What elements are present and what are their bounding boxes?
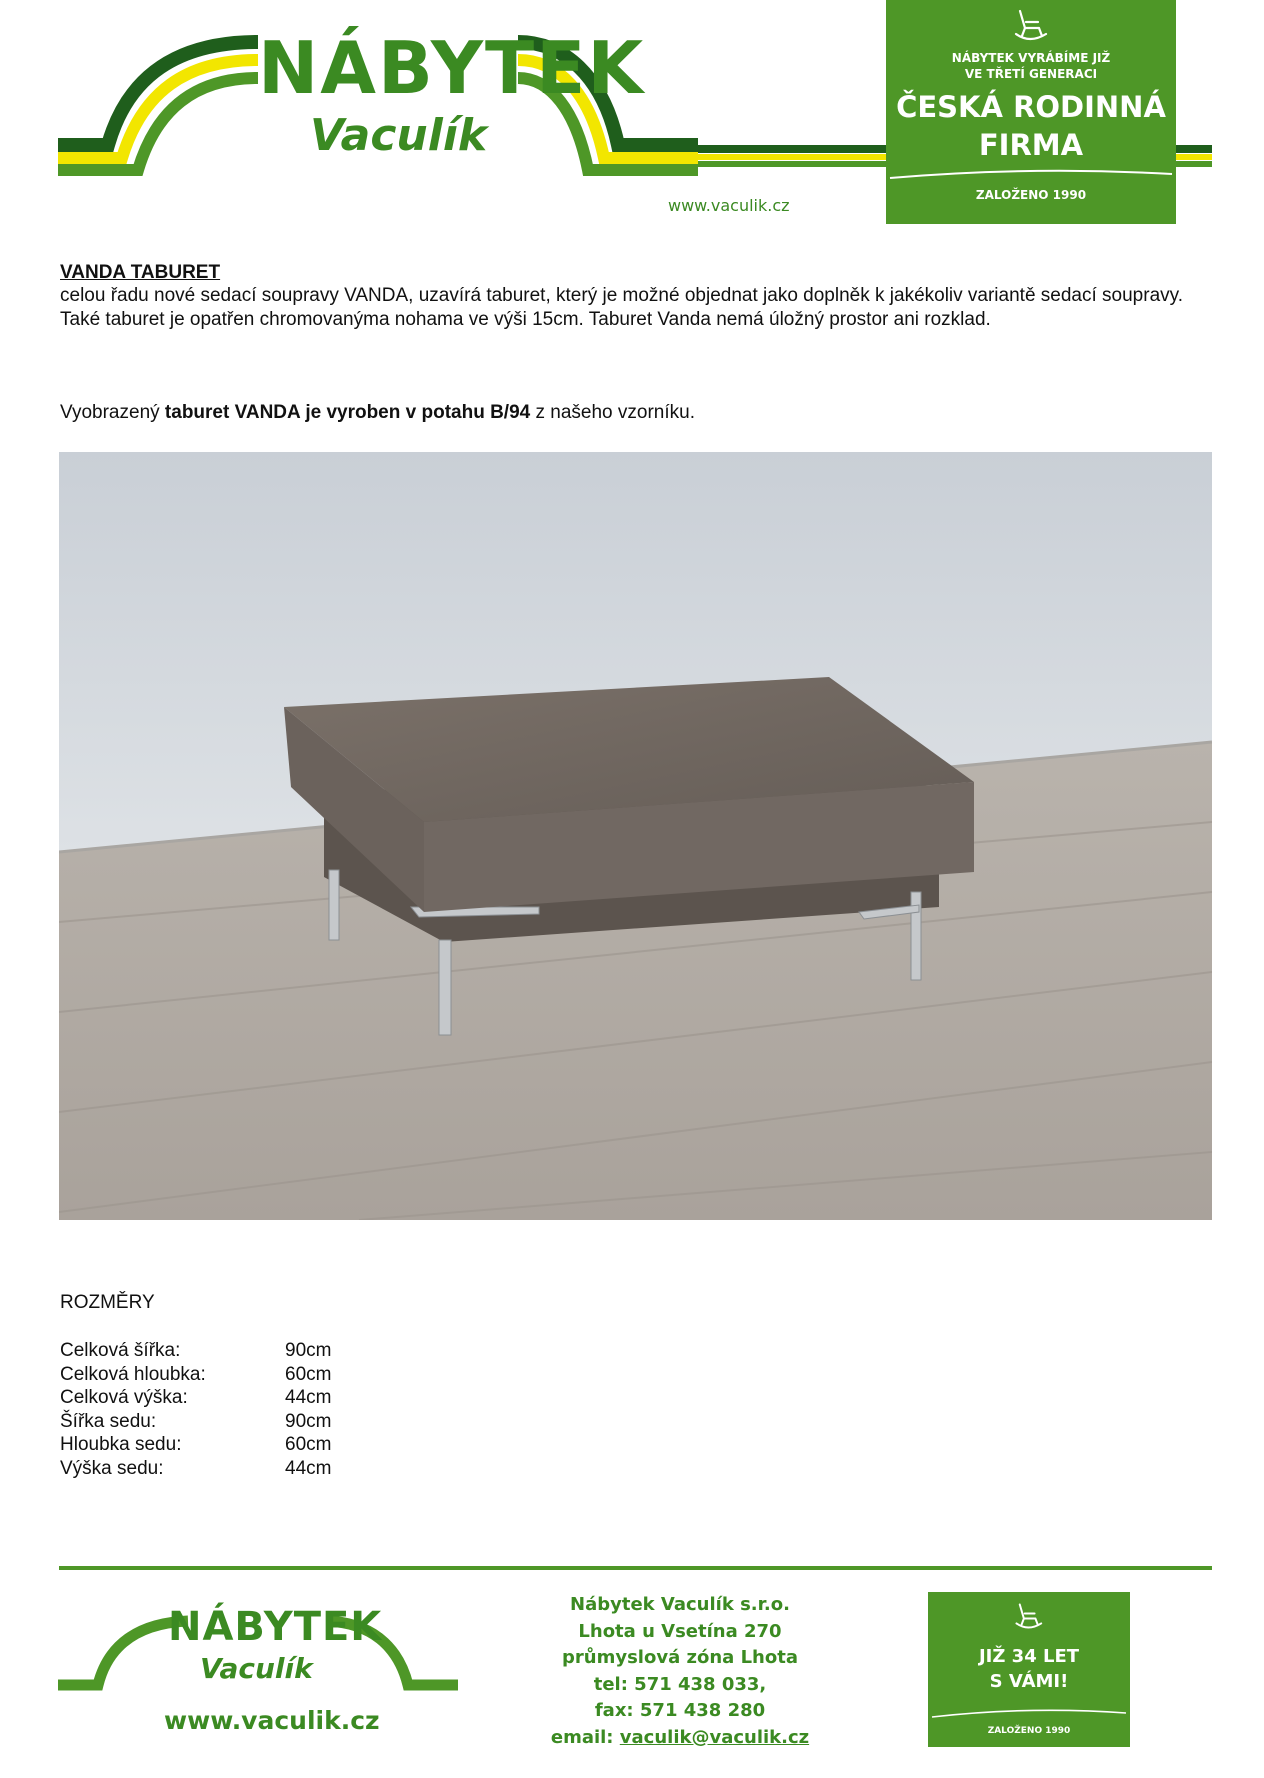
dimension-label: Celková šířka: <box>60 1340 181 1361</box>
dimension-value: 90cm <box>285 1410 332 1432</box>
address-phone: tel: 571 438 033, <box>593 1673 767 1695</box>
dimension-row <box>60 1363 331 1387</box>
dimension-label: Celková hloubka: <box>60 1363 206 1385</box>
badge-founded: ZALOŽENO 1990 <box>975 188 1087 202</box>
product-photo <box>59 452 1212 1220</box>
dimension-value: 44cm <box>285 1457 332 1479</box>
header-stripe-right <box>1176 139 1212 169</box>
dimension-row <box>60 1410 331 1434</box>
address-zone: průmyslová zóna Lhota <box>562 1647 798 1668</box>
badge-tagline-2: VE TŘETÍ GENERACI <box>964 67 1098 81</box>
footer-website-link[interactable]: www.vaculik.cz <box>164 1706 380 1735</box>
address-company: Nábytek Vaculík s.r.o. <box>570 1594 790 1615</box>
rocking-chair-icon <box>1012 8 1048 42</box>
dimension-row <box>60 1386 331 1410</box>
years-badge-line2: S VÁMI! <box>989 1671 1069 1692</box>
rocking-chair-icon <box>1013 1602 1043 1630</box>
years-badge-wave <box>928 1708 1130 1720</box>
dimension-value: 44cm <box>285 1387 332 1408</box>
footer-brand-logo-text: NÁBYTEK <box>168 1604 383 1650</box>
badge-wave-divider <box>886 168 1176 182</box>
dimension-row <box>60 1433 331 1457</box>
dimension-label: Celková výška: <box>60 1387 188 1408</box>
dimension-value: 90cm <box>285 1340 332 1361</box>
product-description: celou řadu nové sedací soupravy VANDA, uzavírá taburet, který je možné objednat jako doplněk k jakékoliv variantě sedací soupravy. Také taburet je opatřen chromovanýma nohama ve výši 15cm. Taburet Vanda nemá úložný prostor ani rozklad. <box>60 285 1184 330</box>
badge-tagline-1: NÁBYTEK VYRÁBÍME JIŽ <box>951 51 1111 65</box>
badge-headline-1: ČESKÁ RODINNÁ <box>896 90 1166 124</box>
years-badge-text <box>928 1644 1130 1694</box>
company-address <box>530 1592 830 1751</box>
dimension-value: 60cm <box>285 1434 332 1455</box>
family-company-badge <box>886 0 1176 224</box>
years-badge-founded: ZALOŽENO 1990 <box>987 1726 1071 1736</box>
dimension-row <box>60 1457 331 1481</box>
address-email-line <box>530 1725 830 1752</box>
header-website-link[interactable]: www.vaculik.cz <box>668 196 790 215</box>
fabric-suffix: z našeho vzorníku. <box>530 402 695 423</box>
header-stripe <box>698 139 888 169</box>
dimensions-heading: ROZMĚRY <box>60 1292 155 1313</box>
badge-headline <box>886 88 1176 164</box>
dimension-label: Šířka sedu: <box>60 1410 157 1432</box>
dimension-row <box>60 1339 331 1363</box>
product-title: VANDA TABURET <box>60 262 221 283</box>
address-street: Lhota u Vsetína 270 <box>578 1620 782 1642</box>
brand-logo-text: NÁBYTEK <box>258 26 646 110</box>
years-badge <box>928 1592 1130 1747</box>
badge-tagline <box>886 50 1176 82</box>
fabric-prefix: Vyobrazený <box>60 402 165 423</box>
email-link[interactable]: vaculik@vaculik.cz <box>619 1726 810 1748</box>
years-badge-line1: JIŽ 34 LET <box>978 1646 1080 1667</box>
address-email-prefix: email: <box>550 1726 620 1748</box>
dimension-label: Výška sedu: <box>60 1457 164 1479</box>
dimensions-list <box>60 1339 331 1480</box>
badge-headline-2: FIRMA <box>978 128 1084 162</box>
fabric-bold: taburet VANDA je vyroben v potahu B/94 <box>164 402 531 423</box>
brand-logo-subtext: Vaculík <box>310 110 488 161</box>
dimension-label: Hloubka sedu: <box>60 1434 182 1455</box>
footer-divider <box>59 1566 1212 1570</box>
footer-brand-logo-subtext: Vaculík <box>200 1652 313 1685</box>
address-fax: fax: 571 438 280 <box>594 1700 766 1721</box>
fabric-info <box>60 402 695 424</box>
dimension-value: 60cm <box>285 1363 332 1385</box>
